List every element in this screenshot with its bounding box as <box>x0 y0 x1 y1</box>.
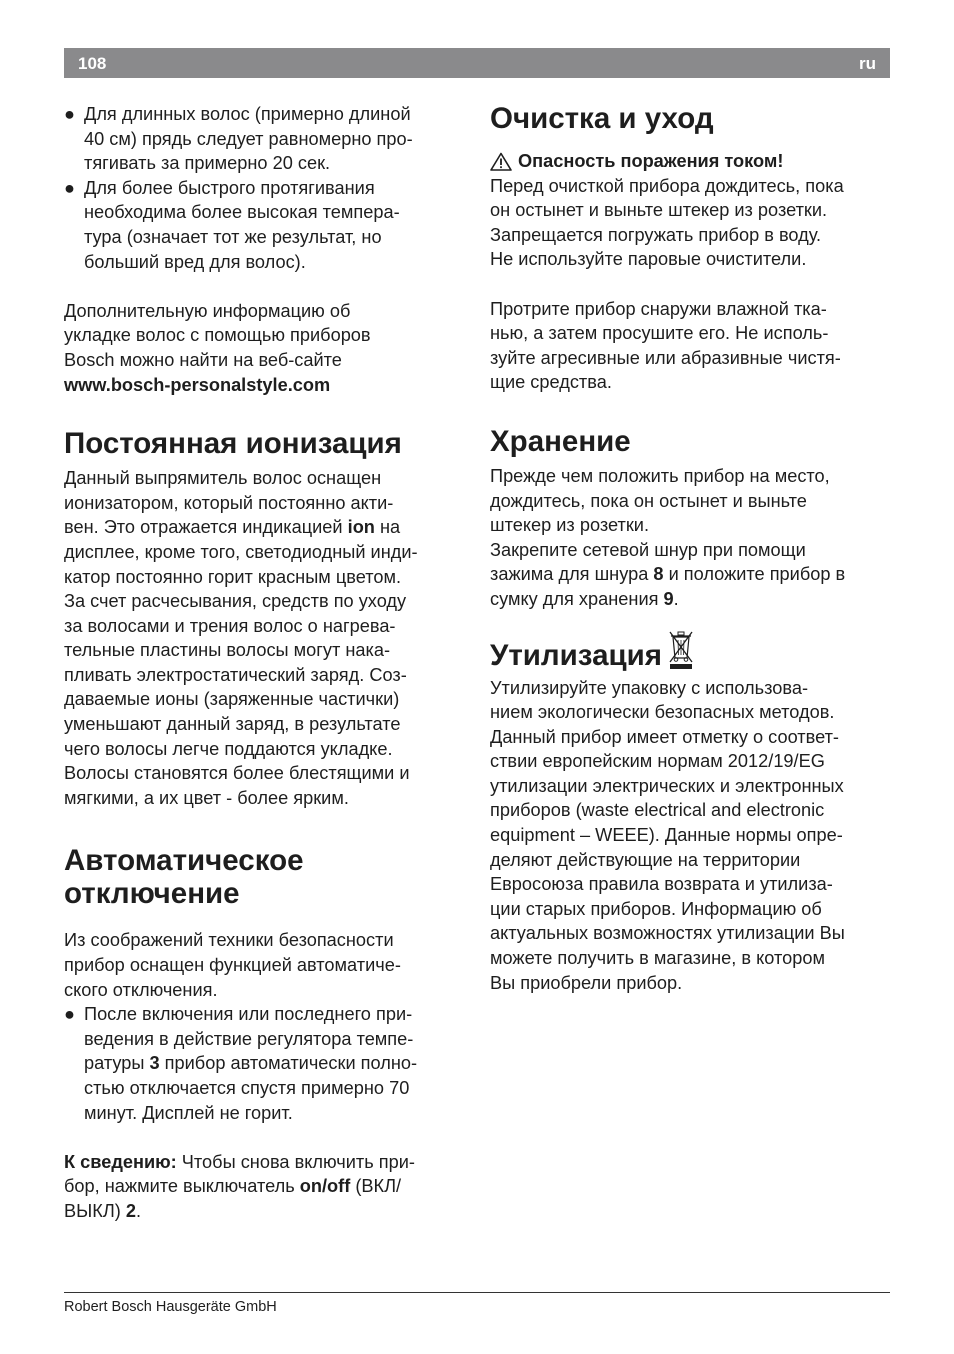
section-title-ionization: Постоянная ионизация <box>64 427 402 461</box>
text-line: 40 см) прядь следует равномерно про- <box>84 128 413 149</box>
note-line: ВЫКЛ) 2. <box>64 1200 142 1221</box>
text-line: катор постоянно горит красным цветом. <box>64 566 402 587</box>
list-item <box>64 176 464 274</box>
bullet-dot: ● <box>64 104 75 124</box>
text-line: зуйте агресивные или абразивные чистя- <box>490 347 841 368</box>
list-item <box>64 1002 464 1125</box>
text-line: вен. Это отражается индикацией ion на <box>64 517 401 538</box>
footer-company: Robert Bosch Hausgeräte GmbH <box>64 1299 277 1315</box>
text-line: Не используйте паровые очистители. <box>490 249 807 270</box>
text-line: ского отключения. <box>64 979 218 1000</box>
text-line: ции старых приборов. Информацию об <box>490 898 822 919</box>
text-line: Вы приобрели прибор. <box>490 972 683 993</box>
text-line: Волосы становятся более блестящими и <box>64 763 410 784</box>
text-line: ионизатором, который постоянно акти- <box>64 492 394 513</box>
text-line: актуальных возможностях утилизации Вы <box>490 923 845 944</box>
text-line: Закрепите сетевой шнур при помощи <box>490 539 806 560</box>
text-line: Дополнительную информацию об <box>64 300 351 321</box>
text-line: Протрите прибор снаружи влажной тка- <box>490 298 827 319</box>
text-line: Перед очисткой прибора дождитесь, пока <box>490 175 844 196</box>
warning-label: Опасность поражения током! <box>518 151 784 171</box>
text-line: тура (означает тот же результат, но <box>84 226 382 247</box>
text-line: минут. Дисплей не горит. <box>84 1102 293 1123</box>
text-line: equipment – WEEE). Данные нормы опре- <box>490 825 843 846</box>
text-line: Утилизируйте упаковку с использова- <box>490 677 809 698</box>
text-line: дождитесь, пока он остынет и выньте <box>490 490 807 511</box>
text-line: Для более быстрого протягивания <box>84 177 375 198</box>
text-line: штекер из розетки. <box>490 515 649 536</box>
text-line: деляют действующие на территории <box>490 849 801 870</box>
footer-divider <box>64 1292 890 1293</box>
note-line: К сведению: Чтобы снова включить при- <box>64 1151 415 1172</box>
text-line: Bosch можно найти на веб-сайте <box>64 349 342 370</box>
text-line: пливать электростатический заряд. Соз- <box>64 664 407 685</box>
text-line: нием экологически безопасных методов. <box>490 702 835 723</box>
section-title-disposal: Утилизация <box>490 628 892 672</box>
section-title-cleaning: Очистка и уход <box>490 102 714 135</box>
text-line: Данный выпрямитель волос оснащен <box>64 468 382 489</box>
left-column <box>64 102 464 1224</box>
text-line: Данный прибор имеет отметку о соответ- <box>490 726 839 747</box>
on-off-switch-label: on/off <box>299 1176 351 1197</box>
text-line: за волосами и трения волос о нагрева- <box>64 615 396 636</box>
text-line: Запрещается погружать прибор в воду. <box>490 224 822 245</box>
text-line: утилизации электрических и электронных <box>490 775 844 796</box>
text-line: Евросоюза правила возврата и утилиза- <box>490 874 833 895</box>
text-line: можете получить в магазине, в котором <box>490 948 825 969</box>
text-line: ратуры 3 прибор автоматически полно- <box>84 1053 418 1074</box>
text-line: Для длинных волос (примерно длиной <box>84 104 411 124</box>
text-line: тягивать за примерно 20 сек. <box>84 153 331 174</box>
page-number: 108 <box>78 54 107 73</box>
text-line: Прежде чем положить прибор на место, <box>490 465 830 486</box>
warning-icon <box>490 152 512 171</box>
warning-heading <box>490 149 892 174</box>
text-line: приборов (waste electrical and electronic <box>490 800 825 821</box>
text-line: зажима для шнура 8 и положите прибор в <box>490 564 846 585</box>
text-line: стью отключается спустя примерно 70 <box>84 1078 410 1098</box>
text-line: укладке волос с помощью приборов <box>64 325 371 346</box>
text-line: уменьшают данный заряд, в результате <box>64 714 401 735</box>
note-line: бор, нажмите выключатель on/off (ВКЛ/ <box>64 1176 402 1197</box>
right-column <box>490 102 892 995</box>
text-line: тельные пластины волосы могут нака- <box>64 640 391 661</box>
text-line: больший вред для волос). <box>84 251 306 272</box>
text-line: сумку для хранения 9. <box>490 588 679 609</box>
text-line: чего волосы легче поддаются укладке. <box>64 738 393 759</box>
website-link[interactable]: www.bosch-personalstyle.com <box>64 374 331 395</box>
list-item <box>64 102 464 176</box>
section-title-storage: Хранение <box>490 424 631 458</box>
section-title-auto-off: Автоматическое отключение <box>64 844 304 911</box>
text-line: дисплее, кроме того, светодиодный инди- <box>64 541 418 562</box>
bullet-dot: ● <box>64 177 75 198</box>
text-line: мягкими, а их цвет - более ярким. <box>64 787 349 808</box>
bullet-dot: ● <box>64 1004 75 1025</box>
text-line: Из соображений техники безопасности <box>64 930 394 951</box>
text-line: ствии европейским нормам 2012/19/EG <box>490 751 825 772</box>
text-line: прибор оснащен функцией автоматиче- <box>64 955 401 976</box>
text-line: необходима более высокая темпера- <box>84 202 400 223</box>
text-line: ведения в действие регулятора темпе- <box>84 1028 414 1049</box>
text-line: он остынет и выньте штекер из розетки. <box>490 200 828 221</box>
text-line: щие средства. <box>490 372 612 393</box>
text-line: даваемые ионы (заряженные частички) <box>64 689 400 710</box>
text-line: За счет расчесывания, средств по уходу <box>64 591 407 612</box>
text-line: нью, а затем просушите его. Не исполь- <box>490 323 829 344</box>
language-code: ru <box>859 54 876 73</box>
ion-indicator-label: ion <box>347 517 375 538</box>
weee-crossed-bin-icon <box>668 628 694 670</box>
page-header-bar <box>64 48 890 78</box>
note-label: К сведению: <box>64 1151 177 1172</box>
text-line: После включения или последнего при- <box>84 1004 413 1025</box>
